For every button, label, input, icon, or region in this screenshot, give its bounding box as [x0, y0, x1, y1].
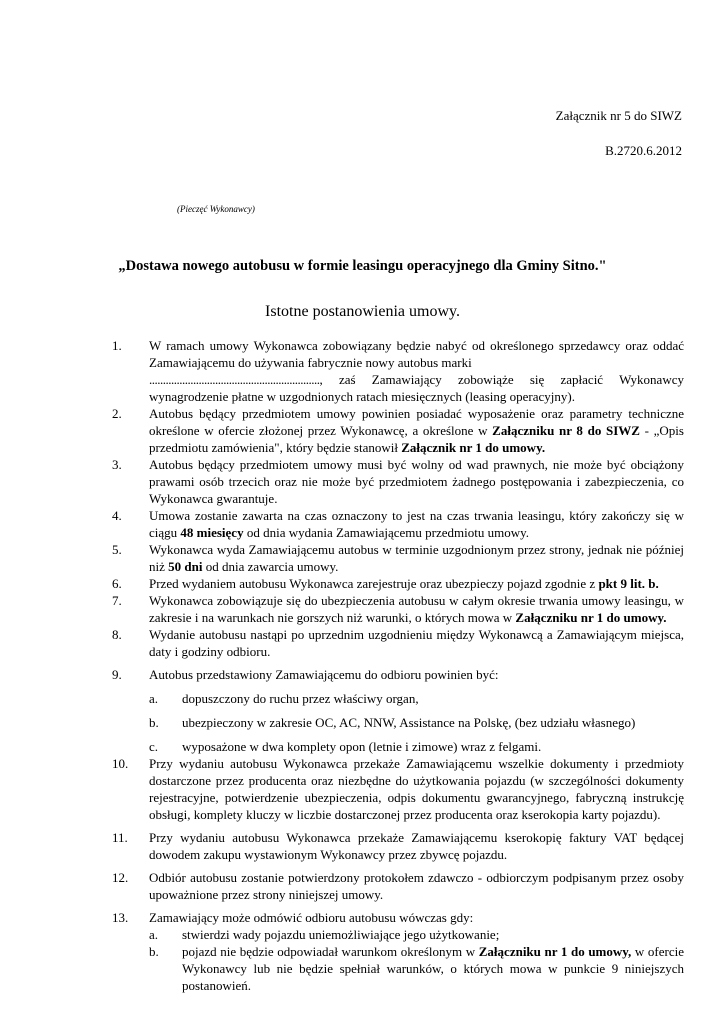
provision-text: W ramach umowy Wykonawca zobowiązany będzie nabyć od określonego sprzedawcy oraz oddać Zamawiającemu do używania fabrycznie nowy autobus marki: [149, 338, 684, 370]
reference-number: B.2720.6.2012: [605, 143, 682, 158]
subpoint-text: dopuszczony do ruchu przez właściwy organ,: [182, 691, 419, 706]
provision-number: 9.: [112, 667, 122, 682]
emphasis-attachment-8: Załączniku nr 8 do SIWZ: [492, 423, 640, 438]
document-subtitle: Istotne postanowienia umowy.: [265, 303, 460, 320]
provision-text: Odbiór autobusu zostanie potwierdzony protokołem zdawczo - odbiorczym podpisanym przez osoby upoważnione przez strony niniejszej umowy.: [149, 870, 684, 902]
emphasis-attachment-1: Załącznik nr 1 do umowy.: [401, 440, 546, 455]
provision-6: [112, 575, 684, 592]
provision-9: [112, 666, 684, 755]
blank-field-dots: ..............................................................: [149, 372, 320, 387]
provision-text-cont: od dnia wydania Zamawiającemu przedmiotu umowy.: [243, 525, 530, 540]
document-title: „Dostawa nowego autobusu w formie leasingu operacyjnego dla Gminy Sitno.": [118, 258, 607, 274]
provision-text: Przed wydaniem autobusu Wykonawca zarejestruje oraz ubezpieczy pojazd zgodnie z: [149, 576, 599, 591]
subpoint-text: pojazd nie będzie odpowiadał warunkom określonym w: [182, 944, 479, 959]
emphasis-months: 48 miesięcy: [180, 525, 244, 540]
provision-8: [112, 626, 684, 660]
attachment-label: Załącznik nr 5 do SIWZ: [555, 108, 682, 123]
provision-11: [112, 829, 684, 863]
provision-text: Zamawiający może odmówić odbioru autobusu wówczas gdy:: [149, 910, 474, 925]
contractor-stamp-label: (Pieczęć Wykonawcy): [177, 204, 255, 214]
provision-3: [112, 456, 684, 507]
provisions-list: [112, 337, 684, 994]
provision-number: 1.: [112, 338, 122, 353]
provision-5: [112, 541, 684, 575]
provision-number: 3.: [112, 457, 122, 472]
provision-number: 7.: [112, 593, 122, 608]
emphasis-attachment-1: Załączniku nr 1 do umowy.: [515, 610, 667, 625]
provision-number: 8.: [112, 627, 122, 642]
emphasis-attachment-1: Załączniku nr 1 do umowy,: [478, 944, 632, 959]
provision-number: 5.: [112, 542, 122, 557]
provision-12: [112, 869, 684, 903]
provision-text: Autobus przedstawiony Zamawiającemu do odbioru powinien być:: [149, 667, 499, 682]
provision-text-cont: - „Opis przedmiotu zamówienia", który będzie stanowił: [149, 423, 684, 455]
subpoint-text: ubezpieczony w zakresie OC, AC, NNW, Assistance na Polskę, (bez udziału własnego): [182, 715, 636, 730]
subpoint-letter: a.: [149, 927, 159, 942]
provision-4: [112, 507, 684, 541]
provision-text: Przy wydaniu autobusu Wykonawca przekaże Zamawiającemu wszelkie dokumenty i przedmioty dostarczone przez producenta oraz niezbędne do użytkowania pojazdu (w szczególności dokumenty rejestracyjne, potwierdzenie ubezpieczenia, odpis dokumentu gwarancyjnego, fabryczną instrukcję obsługi, komplety kluczy w liczbie dostarczonej przez producenta oraz kserokopia karty pojazdu).: [149, 756, 684, 822]
provision-text: Wykonawca wyda Zamawiającemu autobus w terminie uzgodnionym przez strony, jednak nie później niż: [149, 542, 684, 574]
provision-text-cont: od dnia zawarcia umowy.: [202, 559, 339, 574]
provision-text: Autobus będący przedmiotem umowy musi być wolny od wad prawnych, nie może być obciążony prawami osób trzecich oraz nie może być przedmiotem żadnego postępowania i zabezpieczenia, co Wykonawca gwarantuje.: [149, 457, 684, 506]
provision-text-cont: , zaś Zamawiający zobowiąże się zapłacić Wykonawcy wynagrodzenie płatne w uzgodnionych ratach miesięcznych (leasing operacyjny).: [149, 372, 684, 404]
provision-number: 2.: [112, 406, 122, 421]
provision-13: [112, 909, 684, 994]
emphasis-days: 50 dni: [168, 559, 203, 574]
subpoint-text: stwierdzi wady pojazdu uniemożliwiające jego użytkowanie;: [182, 927, 500, 942]
provision-number: 6.: [112, 576, 122, 591]
subpoint-letter: b.: [149, 944, 159, 959]
subpoint-a: [149, 690, 684, 707]
provision-number: 12.: [112, 870, 129, 885]
provision-text: Wydanie autobusu nastąpi po uprzednim uzgodnieniu między Wykonawcą a Zamawiającym miejsca, daty i godziny odbioru.: [149, 627, 684, 659]
provision-text: Umowa zostanie zawarta na czas oznaczony to jest na czas trwania leasingu, który zakończy się w ciągu: [149, 508, 684, 540]
provision-7: [112, 592, 684, 626]
subpoint-letter: b.: [149, 715, 159, 730]
subpoint-b: [149, 714, 684, 731]
provision-text: Autobus będący przedmiotem umowy powinien posiadać wyposażenie oraz parametry techniczne określone w ofercie złożonej przez Wykonawcę, a określone w: [149, 406, 684, 438]
provision-1: [112, 337, 684, 405]
provision-number: 10.: [112, 756, 129, 771]
subpoint-a: [149, 926, 684, 943]
provision-2: [112, 405, 684, 456]
subpoint-c: [149, 738, 684, 755]
provision-text: Przy wydaniu autobusu Wykonawca przekaże Zamawiającemu kserokopię faktury VAT będącej dowodem zakupu wystawionym Wykonawcy przez zbywcę pojazdu.: [149, 830, 684, 862]
provision-10: [112, 755, 684, 823]
provision-number: 13.: [112, 910, 129, 925]
subpoint-text: wyposażone w dwa komplety opon (letnie i zimowe) wraz z felgami.: [182, 739, 542, 754]
provision-text: Wykonawca zobowiązuje się do ubezpieczenia autobusu w całym okresie trwania umowy leasingu, w zakresie i na warunkach nie gorszych niż warunki, o których mowa w: [149, 593, 684, 625]
emphasis-point: pkt 9 lit. b.: [598, 576, 659, 591]
subpoint-b: [149, 943, 684, 994]
subpoint-letter: a.: [149, 691, 159, 706]
provision-number: 11.: [112, 830, 128, 845]
subpoint-letter: c.: [149, 739, 159, 754]
provision-number: 4.: [112, 508, 122, 523]
subpoint-text-cont: w ofercie Wykonawcy lub nie będzie spełniał warunków, o których mowa w punkcie 9 niniejszych postanowień.: [182, 944, 685, 993]
